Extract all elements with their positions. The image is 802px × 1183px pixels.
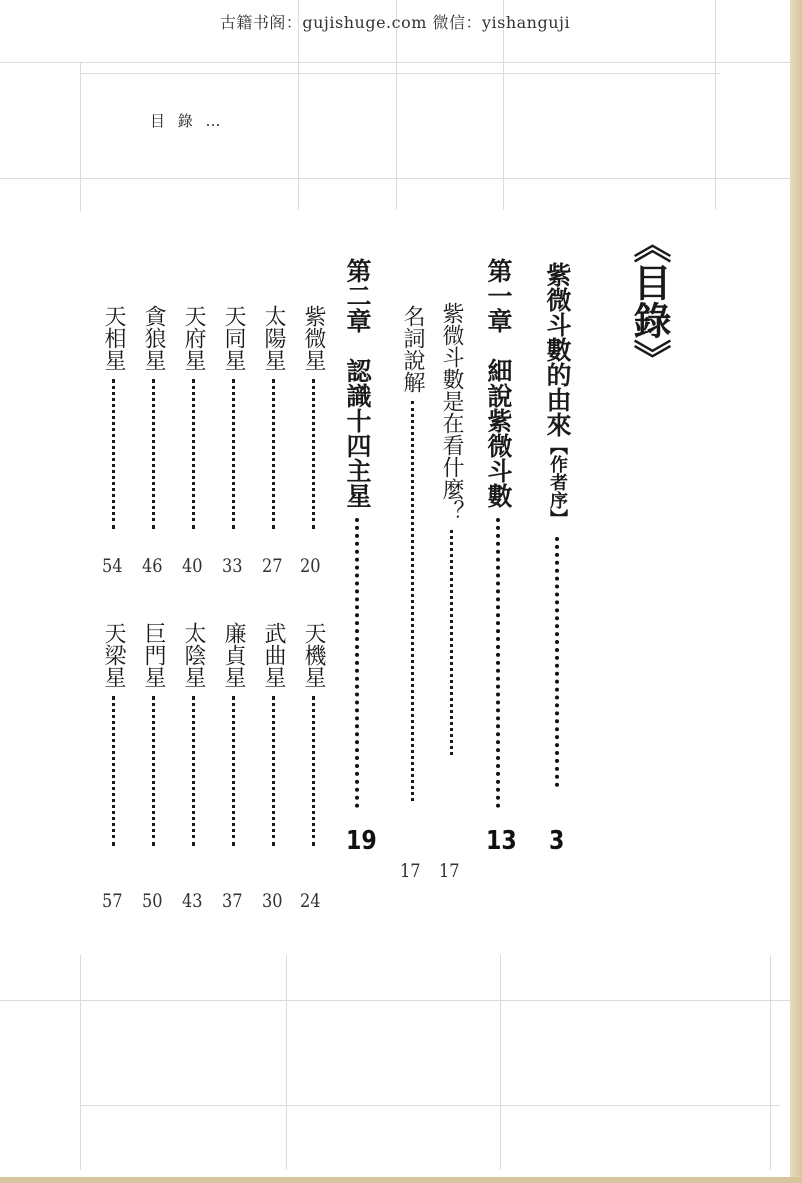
entry-text: 武曲星: [261, 622, 286, 688]
dot-leader: [152, 379, 155, 529]
toc-entry-ch1-2: [401, 305, 423, 809]
toc-chapter-2: [345, 258, 370, 818]
entry-text: 太陰星: [181, 622, 206, 688]
dot-leader: [192, 696, 195, 846]
dot-leader: [112, 696, 115, 846]
entry-text: 天機星: [301, 622, 326, 688]
running-head: 目 錄 …: [150, 112, 225, 130]
toc-preface: [545, 262, 570, 797]
dot-leader: [312, 379, 315, 529]
entry-page: 57: [102, 890, 123, 912]
chapter-2-text: 第二章 認識十四主星: [343, 258, 372, 508]
entry-page: 50: [142, 890, 163, 912]
toc-entry-star: [222, 305, 244, 537]
chapter-1-page: 13: [486, 826, 517, 856]
entry-text: 天梁星: [101, 622, 126, 688]
entry-text: 貪狼星: [141, 305, 166, 371]
dot-leader: [112, 379, 115, 529]
entry-text: 紫微星: [301, 305, 326, 371]
dot-leader: [450, 530, 453, 755]
dot-leader: [555, 537, 559, 787]
dot-leader: [272, 379, 275, 529]
entry-page: 46: [142, 555, 163, 577]
entry-page: 20: [300, 555, 321, 577]
scan-line: [80, 73, 720, 74]
entry-text: 太陽星: [261, 305, 286, 371]
dot-leader: [355, 518, 359, 808]
page-bottom-edge: [0, 1177, 802, 1183]
toc-entry-star: [222, 622, 244, 854]
toc-entry-star: [182, 622, 204, 854]
entry-page: 33: [222, 555, 243, 577]
entry-page: 17: [400, 860, 421, 882]
scan-line: [80, 955, 81, 1170]
scan-line: [80, 62, 81, 212]
scan-line: [0, 178, 790, 179]
toc-entry-star: [142, 305, 164, 537]
entry-text: 天相星: [101, 305, 126, 371]
entry-page: 24: [300, 890, 321, 912]
scan-line: [80, 1105, 780, 1106]
entry-page: 27: [262, 555, 283, 577]
scan-line: [0, 1000, 790, 1001]
chapter-2-page: 19: [346, 826, 377, 856]
entry-page: 43: [182, 890, 203, 912]
toc-entry-star: [302, 622, 324, 854]
scan-line: [500, 955, 501, 1170]
entry-text: 天同星: [221, 305, 246, 371]
entry-page: 30: [262, 890, 283, 912]
entry-page: 54: [102, 555, 123, 577]
toc-title: 《目錄》: [627, 225, 671, 377]
dot-leader: [232, 379, 235, 529]
entry-page: 17: [439, 860, 460, 882]
toc-entry-ch1-1: [440, 302, 462, 763]
entry-text: 名詞說解: [400, 305, 425, 393]
toc-entry-star: [102, 622, 124, 854]
dot-leader: [152, 696, 155, 846]
entry-page: 40: [182, 555, 203, 577]
preface-text: 紫微斗數的由來: [543, 262, 572, 437]
toc-entry-star: [182, 305, 204, 537]
toc-entry-star: [262, 305, 284, 537]
chapter-1-text: 第一章 細說紫微斗數: [484, 258, 513, 508]
entry-text: 紫微斗數是在看什麼？: [439, 302, 464, 522]
scan-line: [0, 62, 790, 63]
toc-entry-star: [302, 305, 324, 537]
dot-leader: [192, 379, 195, 529]
dot-leader: [272, 696, 275, 846]
dot-leader: [312, 696, 315, 846]
watermark: 古籍书阁：gujishuge.com 微信：yishanguji: [219, 13, 571, 32]
toc-entry-star: [142, 622, 164, 854]
entry-text: 廉貞星: [221, 622, 246, 688]
preface-note: 【作者序】: [547, 437, 568, 527]
toc-entry-star: [102, 305, 124, 537]
toc-chapter-1: [486, 258, 511, 818]
page-edge: [790, 0, 802, 1183]
entry-text: 巨門星: [141, 622, 166, 688]
scan-line: [286, 955, 287, 1170]
entry-page: 37: [222, 890, 243, 912]
preface-page: 3: [549, 826, 565, 856]
entry-text: 天府星: [181, 305, 206, 371]
toc-entry-star: [262, 622, 284, 854]
dot-leader: [496, 518, 500, 808]
dot-leader: [411, 401, 414, 801]
dot-leader: [232, 696, 235, 846]
scan-line: [770, 955, 771, 1170]
